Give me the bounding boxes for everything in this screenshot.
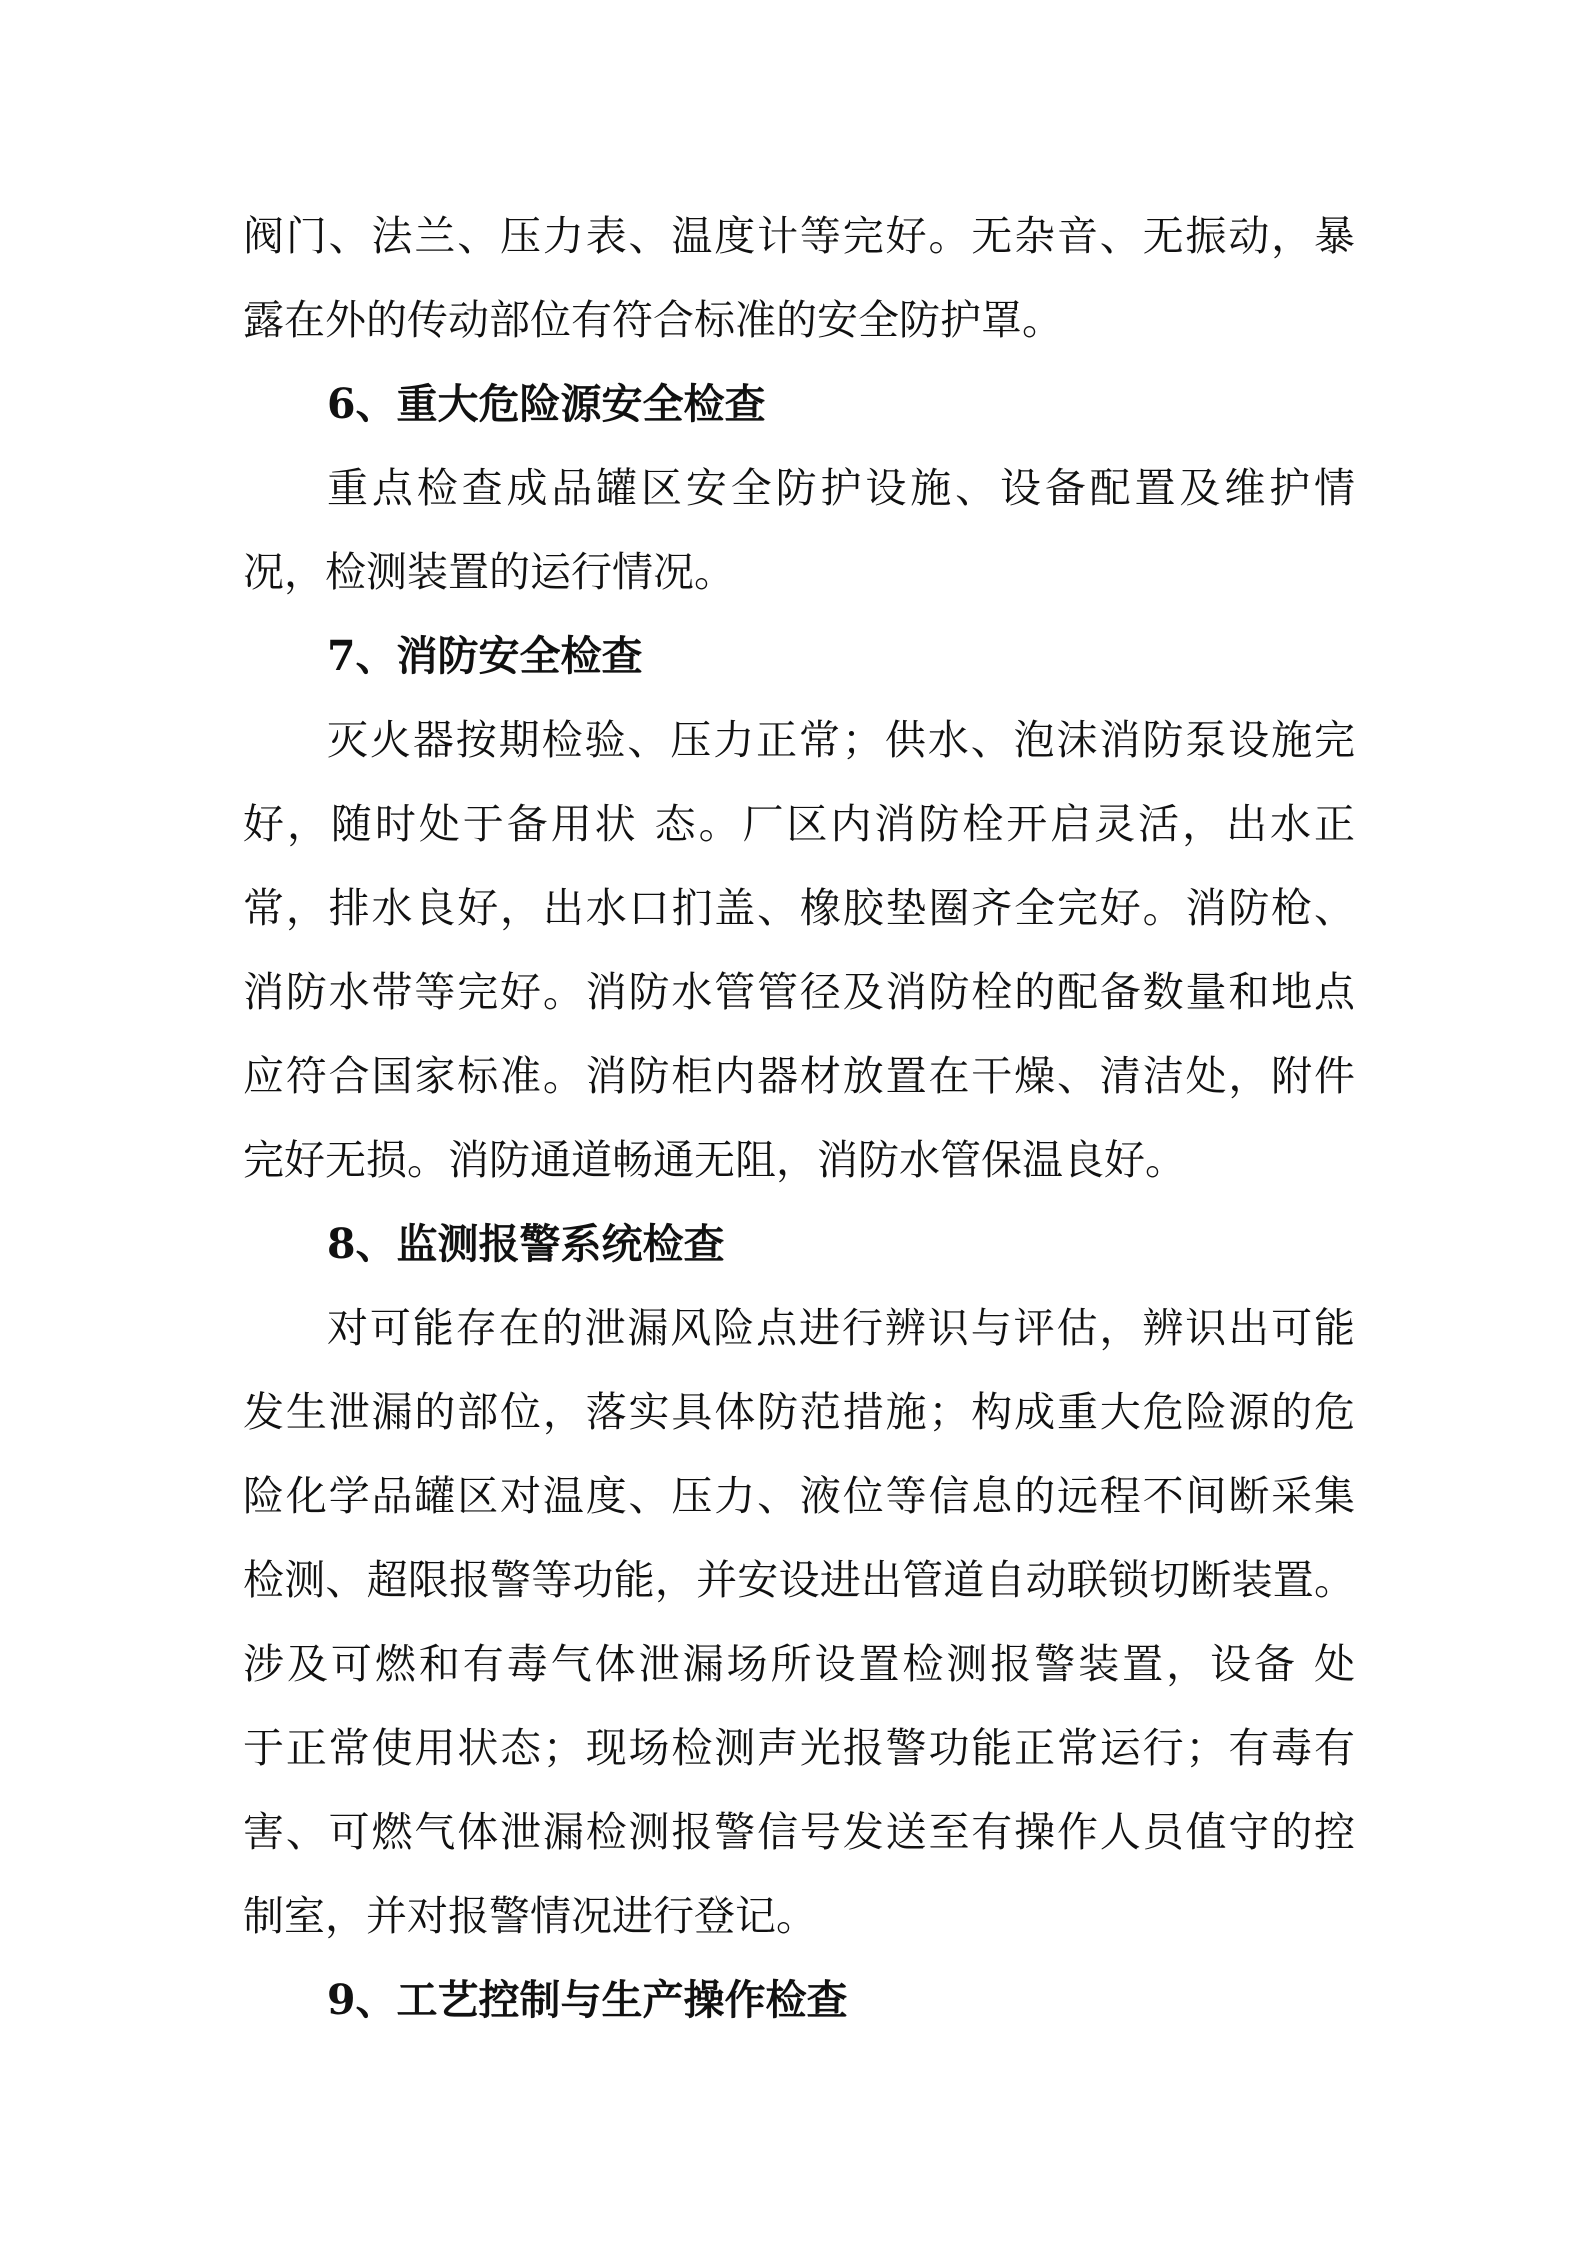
paragraph-line: 好，随时处于备用状 态。厂区内消防栓开启灵活，出水正 xyxy=(243,800,1355,848)
paragraph-line: 于正常使用状态；现场检测声光报警功能正常运行；有毒有 xyxy=(243,1724,1355,1772)
section-heading: 9、工艺控制与生产操作检查 xyxy=(327,1976,848,2024)
paragraph-line: 常，排水良好，出水口扪盖、橡胶垫圈齐全完好。消防枪、 xyxy=(243,884,1355,932)
paragraph-line: 消防水带等完好。消防水管管径及消防栓的配备数量和地点 xyxy=(243,968,1355,1016)
paragraph-line: 况，检测装置的运行情况。 xyxy=(243,548,735,596)
paragraph-line: 阀门、法兰、压力表、温度计等完好。无杂音、无振动，暴 xyxy=(243,212,1355,260)
paragraph-line: 害、可燃气体泄漏检测报警信号发送至有操作人员值守的控 xyxy=(243,1808,1355,1856)
paragraph-line: 对可能存在的泄漏风险点进行辨识与评估，辨识出可能 xyxy=(327,1304,1355,1352)
paragraph-line: 制室，并对报警情况进行登记。 xyxy=(243,1892,817,1940)
paragraph-line: 检测、超限报警等功能，并安设进出管道自动联锁切断装置。 xyxy=(243,1556,1355,1604)
paragraph-line: 露在外的传动部位有符合标准的安全防护罩。 xyxy=(243,296,1063,344)
paragraph-line: 涉及可燃和有毒气体泄漏场所设置检测报警装置，设备 处 xyxy=(243,1640,1355,1688)
section-heading: 6、重大危险源安全检查 xyxy=(327,380,766,428)
paragraph-line: 完好无损。消防通道畅通无阻，消防水管保温良好。 xyxy=(243,1136,1186,1184)
section-heading: 8、监测报警系统检查 xyxy=(327,1220,725,1268)
section-heading: 7、消防安全检查 xyxy=(327,632,643,680)
paragraph-line: 灭火器按期检验、压力正常；供水、泡沫消防泵设施完 xyxy=(327,716,1355,764)
paragraph-line: 发生泄漏的部位，落实具体防范措施；构成重大危险源的危 xyxy=(243,1388,1355,1436)
paragraph-line: 重点检查成品罐区安全防护设施、设备配置及维护情 xyxy=(327,464,1355,512)
paragraph-line: 险化学品罐区对温度、压力、液位等信息的远程不间断采集 xyxy=(243,1472,1355,1520)
paragraph-line: 应符合国家标准。消防柜内器材放置在干燥、清洁处，附件 xyxy=(243,1052,1355,1100)
